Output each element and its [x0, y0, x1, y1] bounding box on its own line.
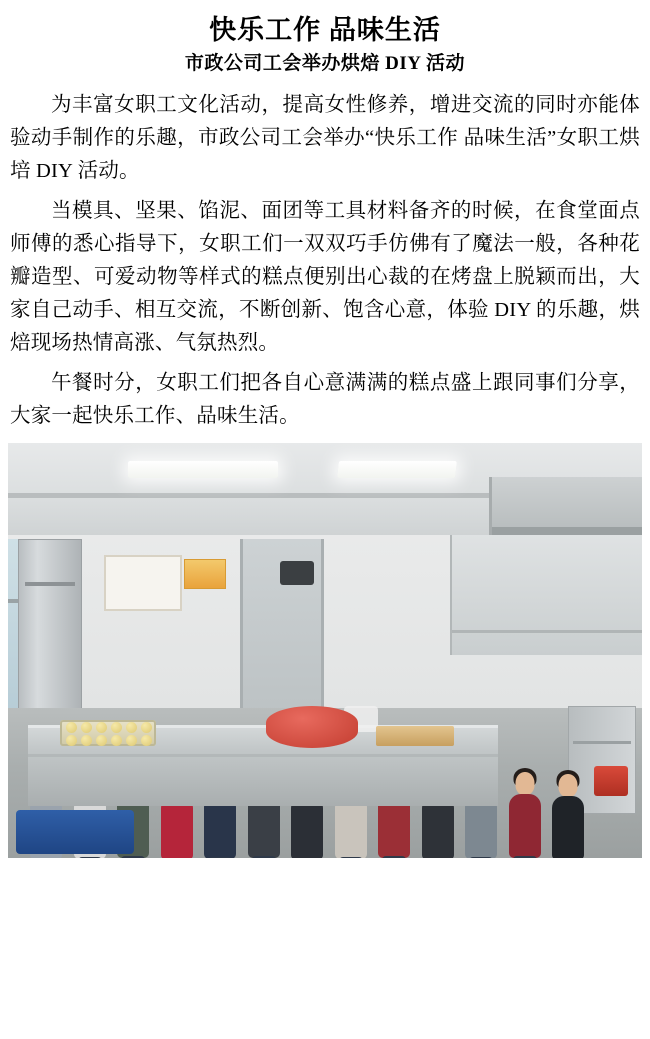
group-photo	[8, 443, 642, 858]
dough-ball	[66, 735, 77, 746]
legs	[382, 856, 406, 858]
face	[515, 772, 534, 795]
cutting-board	[376, 726, 454, 746]
dough-ball	[81, 722, 92, 733]
dough-ball	[81, 735, 92, 746]
legs	[78, 857, 102, 858]
paragraph-3: 午餐时分，女职工们把各自心意满满的糕点盛上跟同事们分享，大家一起快乐工作、品味生活。	[10, 371, 640, 427]
legs	[121, 856, 145, 858]
dough-ball	[111, 722, 122, 733]
body-text	[10, 89, 640, 433]
paragraph-2: 当模具、坚果、馅泥、面团等工具材料备齐的时候，在食堂面点师傅的悉心指导下，女职工们一双双巧手仿佛有了魔法一般，各种花瓣造型、可爱动物等样式的糕点便别出心裁的在烤盘上脱颖而出，大家自己动手、相互交流，不断创新、饱含心意，体验 DIY 的乐趣，烘焙现场热情高涨、气氛热烈。	[10, 199, 640, 355]
whiteboard	[104, 555, 182, 611]
photo-container	[0, 443, 650, 858]
article-body	[0, 0, 650, 433]
dough-ball	[66, 722, 77, 733]
legs	[513, 856, 537, 858]
legs	[252, 856, 276, 858]
dough-ball	[96, 735, 107, 746]
dough-ball	[111, 735, 122, 746]
legs	[208, 857, 232, 858]
dough-ball	[141, 722, 152, 733]
paragraph-1: 为丰富女职工文化活动，提高女性修养，增进交流的同时亦能体验动手制作的乐趣，市政公司工会举办“快乐工作 品味生活”女职工烘培 DIY 活动。	[10, 93, 640, 183]
legs	[469, 857, 493, 858]
torso	[509, 794, 541, 858]
dough-ball	[141, 735, 152, 746]
range-hood	[489, 477, 642, 535]
wall-poster	[184, 559, 226, 589]
dough-ball	[126, 735, 137, 746]
page-subtitle: 市政公司工会举办烘焙 DIY 活动	[184, 53, 466, 75]
torso	[552, 796, 584, 858]
dough-ball	[126, 722, 137, 733]
ceiling-light-icon	[337, 461, 457, 478]
red-round-board	[266, 706, 358, 748]
face	[559, 774, 578, 797]
ceiling-light-icon	[128, 461, 278, 478]
blue-bin	[16, 810, 134, 854]
legs	[339, 857, 363, 858]
page-title: 快乐工作 品味生活	[209, 15, 441, 45]
dough-ball	[96, 722, 107, 733]
wall-cabinets	[450, 535, 642, 655]
red-bucket	[594, 766, 628, 796]
door-sign	[280, 561, 314, 585]
